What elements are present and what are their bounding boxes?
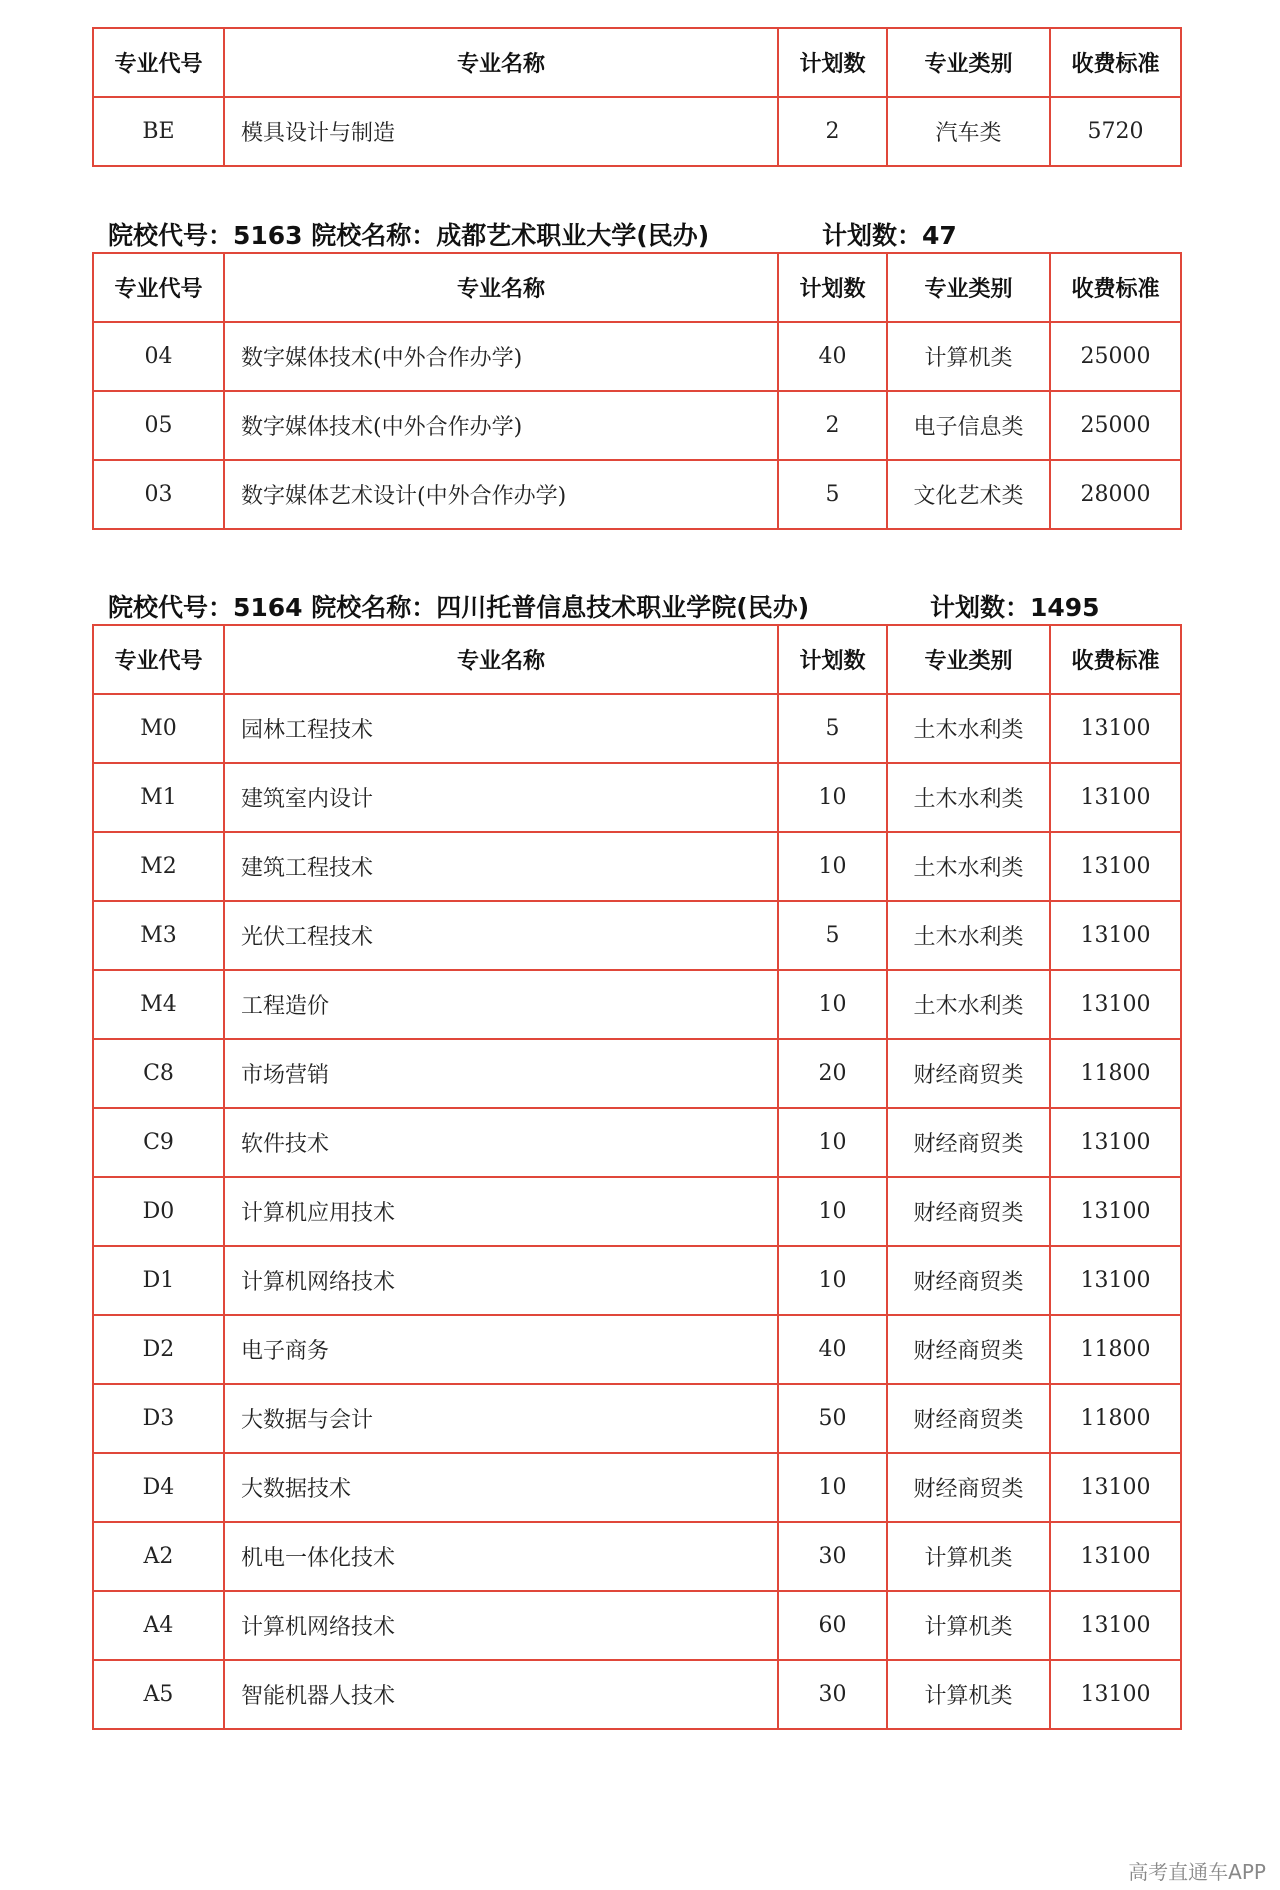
major-code-cell: 05 xyxy=(93,391,224,460)
major-category-cell: 计算机类 xyxy=(887,322,1050,391)
major-name-cell: 大数据与会计 xyxy=(224,1384,778,1453)
major-name-cell: 智能机器人技术 xyxy=(224,1660,778,1729)
major-code-cell: M1 xyxy=(93,763,224,832)
fee-cell: 13100 xyxy=(1050,901,1181,970)
major-category-cell: 计算机类 xyxy=(887,1591,1050,1660)
major-table-1 xyxy=(92,27,1182,167)
major-category-cell: 土木水利类 xyxy=(887,763,1050,832)
table-row xyxy=(93,97,1181,166)
table-row xyxy=(93,1591,1181,1660)
plan-count-cell: 10 xyxy=(778,1177,887,1246)
school-heading-text: 院校代号：5164 院校名称：四川托普信息技术职业学院(民办) xyxy=(108,593,810,622)
school-heading-text: 院校代号：5163 院校名称：成都艺术职业大学(民办) xyxy=(108,221,710,250)
table-row xyxy=(93,322,1181,391)
fee-cell: 13100 xyxy=(1050,694,1181,763)
major-code-cell: D2 xyxy=(93,1315,224,1384)
fee-cell: 13100 xyxy=(1050,1660,1181,1729)
plan-count-cell: 5 xyxy=(778,901,887,970)
major-name-cell: 数字媒体技术(中外合作办学) xyxy=(224,391,778,460)
table-row xyxy=(93,1177,1181,1246)
major-name-cell: 市场营销 xyxy=(224,1039,778,1108)
major-category-cell: 财经商贸类 xyxy=(887,1315,1050,1384)
watermark-footer: 高考直通车APP xyxy=(1128,1860,1266,1884)
col-header-code: 专业代号 xyxy=(93,253,224,322)
major-code-cell: D3 xyxy=(93,1384,224,1453)
major-name-cell: 大数据技术 xyxy=(224,1453,778,1522)
plan-count-cell: 10 xyxy=(778,970,887,1039)
table-row xyxy=(93,1522,1181,1591)
col-header-fee: 收费标准 xyxy=(1050,28,1181,97)
plan-count-cell: 10 xyxy=(778,763,887,832)
major-table-2 xyxy=(92,252,1182,530)
major-code-cell: A4 xyxy=(93,1591,224,1660)
table-row xyxy=(93,1246,1181,1315)
major-code-cell: D1 xyxy=(93,1246,224,1315)
fee-cell: 13100 xyxy=(1050,832,1181,901)
major-name-cell: 计算机网络技术 xyxy=(224,1591,778,1660)
major-name-cell: 模具设计与制造 xyxy=(224,97,778,166)
major-category-cell: 电子信息类 xyxy=(887,391,1050,460)
school-plan-count: 计划数：1495 xyxy=(930,593,1100,622)
table-row xyxy=(93,1384,1181,1453)
plan-count-cell: 30 xyxy=(778,1660,887,1729)
plan-count-cell: 60 xyxy=(778,1591,887,1660)
plan-count-cell: 5 xyxy=(778,694,887,763)
fee-cell: 13100 xyxy=(1050,1177,1181,1246)
major-name-cell: 软件技术 xyxy=(224,1108,778,1177)
major-category-cell: 计算机类 xyxy=(887,1522,1050,1591)
table-row xyxy=(93,694,1181,763)
col-header-name: 专业名称 xyxy=(224,28,778,97)
major-code-cell: C9 xyxy=(93,1108,224,1177)
table-row xyxy=(93,1315,1181,1384)
major-name-cell: 机电一体化技术 xyxy=(224,1522,778,1591)
fee-cell: 11800 xyxy=(1050,1384,1181,1453)
fee-cell: 11800 xyxy=(1050,1039,1181,1108)
table-row xyxy=(93,1039,1181,1108)
major-name-cell: 电子商务 xyxy=(224,1315,778,1384)
col-header-code: 专业代号 xyxy=(93,625,224,694)
plan-count-cell: 10 xyxy=(778,1108,887,1177)
col-header-fee: 收费标准 xyxy=(1050,253,1181,322)
plan-count-cell: 2 xyxy=(778,97,887,166)
major-code-cell: C8 xyxy=(93,1039,224,1108)
fee-cell: 13100 xyxy=(1050,1108,1181,1177)
major-category-cell: 土木水利类 xyxy=(887,901,1050,970)
major-name-cell: 建筑室内设计 xyxy=(224,763,778,832)
col-header-plan: 计划数 xyxy=(778,253,887,322)
major-name-cell: 计算机网络技术 xyxy=(224,1246,778,1315)
col-header-category: 专业类别 xyxy=(887,253,1050,322)
fee-cell: 25000 xyxy=(1050,391,1181,460)
col-header-category: 专业类别 xyxy=(887,28,1050,97)
plan-count-cell: 2 xyxy=(778,391,887,460)
col-header-name: 专业名称 xyxy=(224,253,778,322)
fee-cell: 28000 xyxy=(1050,460,1181,529)
major-code-cell: D4 xyxy=(93,1453,224,1522)
major-code-cell: M3 xyxy=(93,901,224,970)
fee-cell: 13100 xyxy=(1050,1591,1181,1660)
table-row xyxy=(93,763,1181,832)
col-header-plan: 计划数 xyxy=(778,28,887,97)
fee-cell: 25000 xyxy=(1050,322,1181,391)
table-header-row xyxy=(93,253,1181,322)
major-code-cell: M0 xyxy=(93,694,224,763)
major-code-cell: M2 xyxy=(93,832,224,901)
plan-count-cell: 20 xyxy=(778,1039,887,1108)
fee-cell: 13100 xyxy=(1050,763,1181,832)
major-category-cell: 土木水利类 xyxy=(887,694,1050,763)
col-header-plan: 计划数 xyxy=(778,625,887,694)
col-header-category: 专业类别 xyxy=(887,625,1050,694)
major-category-cell: 财经商贸类 xyxy=(887,1453,1050,1522)
major-name-cell: 数字媒体艺术设计(中外合作办学) xyxy=(224,460,778,529)
school-plan-count: 计划数：47 xyxy=(822,221,957,250)
table-row xyxy=(93,1108,1181,1177)
major-code-cell: A2 xyxy=(93,1522,224,1591)
major-name-cell: 数字媒体技术(中外合作办学) xyxy=(224,322,778,391)
major-category-cell: 土木水利类 xyxy=(887,832,1050,901)
school-heading-5163 xyxy=(108,216,957,252)
col-header-name: 专业名称 xyxy=(224,625,778,694)
major-category-cell: 土木水利类 xyxy=(887,970,1050,1039)
plan-count-cell: 10 xyxy=(778,832,887,901)
plan-count-cell: 40 xyxy=(778,322,887,391)
major-name-cell: 建筑工程技术 xyxy=(224,832,778,901)
table-row xyxy=(93,1453,1181,1522)
major-name-cell: 园林工程技术 xyxy=(224,694,778,763)
major-code-cell: 04 xyxy=(93,322,224,391)
major-category-cell: 财经商贸类 xyxy=(887,1246,1050,1315)
major-code-cell: BE xyxy=(93,97,224,166)
fee-cell: 11800 xyxy=(1050,1315,1181,1384)
table-row xyxy=(93,391,1181,460)
major-category-cell: 财经商贸类 xyxy=(887,1384,1050,1453)
plan-count-cell: 10 xyxy=(778,1453,887,1522)
fee-cell: 13100 xyxy=(1050,970,1181,1039)
major-table-3 xyxy=(92,624,1182,1730)
plan-count-cell: 40 xyxy=(778,1315,887,1384)
major-category-cell: 财经商贸类 xyxy=(887,1108,1050,1177)
fee-cell: 13100 xyxy=(1050,1522,1181,1591)
table-header-row xyxy=(93,28,1181,97)
major-code-cell: 03 xyxy=(93,460,224,529)
plan-count-cell: 50 xyxy=(778,1384,887,1453)
major-name-cell: 计算机应用技术 xyxy=(224,1177,778,1246)
major-name-cell: 光伏工程技术 xyxy=(224,901,778,970)
table-row xyxy=(93,970,1181,1039)
major-category-cell: 文化艺术类 xyxy=(887,460,1050,529)
major-category-cell: 计算机类 xyxy=(887,1660,1050,1729)
major-category-cell: 汽车类 xyxy=(887,97,1050,166)
plan-count-cell: 10 xyxy=(778,1246,887,1315)
table-row xyxy=(93,901,1181,970)
col-header-fee: 收费标准 xyxy=(1050,625,1181,694)
fee-cell: 5720 xyxy=(1050,97,1181,166)
plan-count-cell: 5 xyxy=(778,460,887,529)
col-header-code: 专业代号 xyxy=(93,28,224,97)
fee-cell: 13100 xyxy=(1050,1246,1181,1315)
table-header-row xyxy=(93,625,1181,694)
major-code-cell: M4 xyxy=(93,970,224,1039)
table-row xyxy=(93,460,1181,529)
major-category-cell: 财经商贸类 xyxy=(887,1039,1050,1108)
school-heading-5164 xyxy=(108,588,1100,624)
major-code-cell: D0 xyxy=(93,1177,224,1246)
major-name-cell: 工程造价 xyxy=(224,970,778,1039)
plan-count-cell: 30 xyxy=(778,1522,887,1591)
table-row xyxy=(93,1660,1181,1729)
table-row xyxy=(93,832,1181,901)
major-category-cell: 财经商贸类 xyxy=(887,1177,1050,1246)
fee-cell: 13100 xyxy=(1050,1453,1181,1522)
major-code-cell: A5 xyxy=(93,1660,224,1729)
